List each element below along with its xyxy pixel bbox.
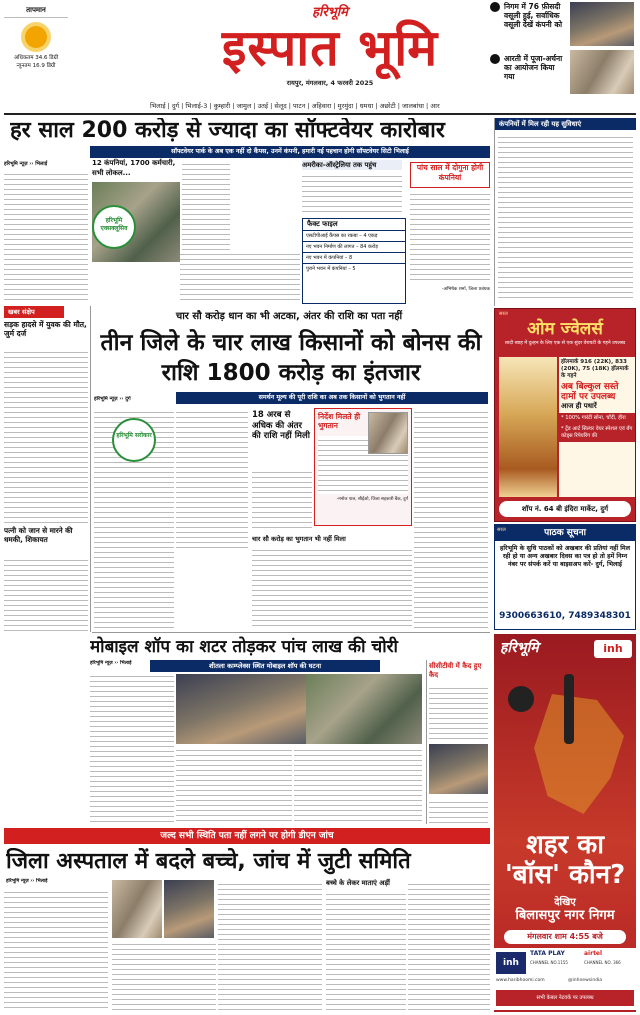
mobile-byline: हरिभूमि न्यूज़ ›› भिलाई [90,661,132,666]
tata-play: TATA PLAY [530,950,565,957]
hospital-kicker: जल्द सभी स्थिति पता नहीं लगने पर होगी डीएन जांच [4,828,490,844]
inh-time: मंगलवार शाम 4:55 बजे [504,930,626,944]
hospital-text-col4 [326,890,406,1012]
om-offer3: * 100% गारंटी सोना, चाँदी, हीरा [559,413,635,424]
lead-side-head: अमरीका-ऑस्ट्रेलिया तक पहुंच [302,160,402,170]
brand-title: इस्पात भूमि [221,19,439,77]
lead-subbar: सॉफ्टवेयर पार्क के अब एक नहीं दो कैंपस, उनमें कंपनी, हमारी नई पहचान होगी सॉफ्टवेयर सिटी भिलाई [90,146,490,158]
hospital-text-col2 [112,940,216,1012]
brief-1-text [4,348,88,524]
teaser-2-photo [570,50,634,94]
inh-dish: सभी केबल नेटवर्क पर उपलब्ध [496,990,634,1006]
edition-item[interactable]: अछोटी [379,102,396,110]
mobile-text-col3 [294,746,422,824]
right-sidebar [494,118,636,306]
brief-2-text [4,556,88,632]
cctv-box [426,660,490,824]
paddy-kicker: चार सौ करोड़ धान का भी अटका, अंतर की राशि का पता नहीं [175,311,403,322]
tata-channel: CHANNEL NO.1155 [530,960,568,965]
column-rule [90,306,91,632]
edition-item[interactable]: भिलाई [150,102,166,110]
brief-1-title[interactable]: सड़क हादसे में युवक की मौत, जुर्म दर्ज [4,320,87,338]
mobile-text-col1 [90,672,174,824]
om-tagline: शादी ब्याह में दुल्हन के लिए एक से एक सुंदर वेरायटी के गहने उपलब्ध [504,341,626,346]
sidebar-head: कंपनियों में मिल रही यह सुविधाएं [495,118,636,130]
edition-date: रायपुर, मंगलवार, 4 फरवरी 2025 [286,79,374,87]
paddy-text-col3 [414,408,488,630]
edition-strip: भिलाई | दुर्ग | भिलाई-3 | कुम्हारी | जामुल | उतई | सेलूद | पाटन | अहिवारा | मुरमुंदा | धमधा | अछोटी | जालबांधा | आर [150,102,440,110]
lead-box-head: पांच साल में दोगुना होगी कंपनियां [410,162,490,188]
teaser-bullet-icon [490,2,500,12]
hospital-text-col3 [218,880,322,1012]
brief-2-title[interactable]: पत्नी को जान से मारने की धमकी, शिकायत [4,526,73,544]
inh-logo: inh [594,640,632,658]
teaser-bullet-icon [490,54,500,64]
lead-quote-by: -अभिषेक शर्मा, जिला प्रबंधक [441,287,490,292]
paddy-byline: हरिभूमि न्यूज़ ›› दुर्ग [94,396,131,402]
om-offer4: * ट्रेंड आर्ट सिल्वर वेयर स्पेशल एवं बँग कोड्स रिपेयरिंग की [559,424,635,442]
airtel-channel: CHANNEL NO. 366 [584,960,621,965]
fact-item: नए भवन निर्माण की लागत – 84 करोड़ [303,241,405,252]
cctv-photo [429,744,488,794]
inh-ad[interactable] [494,634,636,1012]
hospital-photo-2 [164,880,214,938]
lead-text-col1 [4,170,88,304]
ink-finger-icon [564,674,574,744]
pathak-body: हरिभूमि के सुधि पाठकों को अखबार की प्रतियां नहीं मिल रही हो या अन्य अखबार दिवस का पत्र हो तो हमें निम्न नंबर पर संपर्क करें या बाइसअप करें- दुर्ग, भिलाई [500,545,630,568]
fact-item: एसटीपीआई कैंपस का रकबा – 4 एकड़ [303,230,405,241]
sidebar-text [495,130,636,304]
lead-kicker: 12 कंपनियां, 1700 कर्मचारी, सभी लोकल... [92,159,176,177]
edition-item[interactable]: आर [430,102,440,110]
inh-social[interactable]: @inhnewsindia [568,978,603,983]
lead-text-col2 [180,250,300,304]
paddy-callout: 18 अरब से अधिक की अंतर की राशि नहीं मिली [252,410,310,441]
paddy-box-by: -मनोज पाल, सीईओ, जिला सहकारी बैंक, दुर्ग [336,497,408,502]
brand-small: हरिभूमि [312,5,348,20]
weather-box [4,4,68,94]
edition-item[interactable]: मुरमुंदा [337,102,354,110]
jewellery-photo [499,357,557,497]
section-rule [92,632,490,633]
microphone-icon [508,686,534,712]
edition-item[interactable]: सेलूद [274,102,287,110]
om-address: शॉप नं. 64 बी इंदिरा मार्केट, दुर्ग [499,501,631,517]
hospital-headline[interactable]: जिला अस्पताल में बदले बच्चे, जांच में जुटी समिति [6,849,411,874]
teaser-1-photo [570,2,634,46]
mobile-subbar: शीतला काम्प्लेक्स स्थित मोबाइल शॉप की घटना [150,660,380,672]
temp-min: न्यूनतम 16.9 डिग्री [16,63,56,69]
om-title: ओम ज्वेलर्स [527,319,603,339]
fact-file-box [302,218,406,304]
hospital-photo-1 [112,880,162,938]
mobile-headline[interactable]: मोबाइल शॉप का शटर तोड़कर पांच लाख की चोरी [90,637,398,657]
masthead [170,2,490,94]
temp-max: अधिकतम 34.6 डिग्री [13,55,59,61]
pathak-soochna-ad[interactable] [494,524,636,630]
pathak-title: पाठक सूचना [495,525,635,541]
paddy-subbar: समर्थन मूल्य की पूरी राशि का अब तक किसानों को भुगतान नहीं [176,392,488,404]
lead-byline: हरिभूमि न्यूज़ ›› भिलाई [4,161,48,167]
hospital-byline: हरिभूमि न्यूज़ ›› भिलाई [6,879,48,884]
om-offer1: अब बिल्कुल सस्ते दामों पर उपलब्ध [561,382,619,402]
fact-item: पुराने भवन में कंपनियां – 5 [303,263,405,274]
inh-small-logo: inh [496,952,526,974]
inh-title-2: 'बॉस' कौन? [504,860,626,890]
paddy-box-head: निर्देश मिलते ही भुगतान [318,412,361,430]
edition-item[interactable]: जालबांधा [401,102,424,110]
ad-tag: सरल [497,527,506,533]
edition-item[interactable]: दुर्ग [171,102,179,110]
hospital-text-col5 [408,880,490,1012]
lead-box-text [410,190,490,284]
cctv-text [427,682,490,742]
edition-item[interactable]: अहिवारा [311,102,332,110]
fact-file-head: फैक्ट फाइल [307,220,338,228]
map-shape [534,694,624,814]
inh-title-1: शहर का [526,830,604,860]
om-jewellers-ad[interactable] [494,308,636,522]
sarokar-stamp: हरिभूमि सरोकार [112,418,156,462]
inh-brand: हरिभूमि [500,640,539,656]
lead-side-text [302,172,402,216]
teaser-2[interactable]: आरती में पूजा-अर्चना का आयोजन किया गया [504,54,563,81]
news-brief-tag: खबर संक्षेप [4,306,64,318]
airtel: airtel [584,950,603,957]
masthead-rule [4,113,636,115]
om-hallmark: हॉलमार्क 916 (22K), 833 (20K), 75 (18K) हॉलमार्क के गहने [561,359,629,379]
lead-photo-caption [182,160,230,250]
inh-see: देखिए [554,897,576,908]
edition-item[interactable]: जामुल [236,102,252,110]
paddy-sub2-text [252,546,412,628]
edition-item[interactable]: भिलाई-3 [185,102,208,110]
mobile-text-col2 [176,746,292,824]
paddy-headline[interactable]: तीन जिले के चार लाख किसानों को बोनस की राशि 1800 करोड़ का इंतजार [100,330,482,386]
teaser-1[interactable]: निगम में 76 फ़ीसदी वसूली हुई, सर्वाधिक वसूली देखें कंपनी को [504,2,563,29]
paddy-callout-text [252,468,312,532]
edition-item[interactable]: कुम्हारी [213,102,231,110]
hospital-sub: बच्चे के लेकर माताएं अड़ीं [326,879,390,887]
cctv-head: सीसीटीवी में कैद हुए कैद [429,662,482,679]
edition-item[interactable]: उतई [257,102,269,110]
top-right-teasers [490,2,636,96]
edition-item[interactable]: पाटन [292,102,306,110]
inh-city: बिलासपुर नगर निगम [515,908,615,923]
ad-tag: सरल [499,311,508,317]
edition-item[interactable]: धमधा [359,102,374,110]
mobile-photo-2 [306,674,422,744]
paddy-sub2: चार सौ करोड़ का भुगतान भी नहीं मिला [252,535,346,543]
weather-label: तापमान [4,4,68,18]
exclusive-stamp: हरिभूमि एक्सक्लूसिव [92,205,136,249]
fact-item: नए भवन में कंपनियां – 8 [303,252,405,263]
cctv-text-2 [427,796,490,824]
paddy-box-photo [368,412,408,454]
hospital-text-col1 [4,888,108,1012]
om-offer2: आज ही पधारें [561,402,597,410]
pathak-phones[interactable]: 9300663610, 7489348301 [499,611,631,621]
lead-headline[interactable]: हर साल 200 करोड़ से ज्यादा का सॉफ्टवेयर कारोबार [10,118,445,143]
mobile-photo-1 [176,674,306,744]
sun-icon [25,26,47,48]
paddy-text-col2 [176,408,248,548]
inh-web[interactable]: www.haribhoomi.com [496,978,545,983]
